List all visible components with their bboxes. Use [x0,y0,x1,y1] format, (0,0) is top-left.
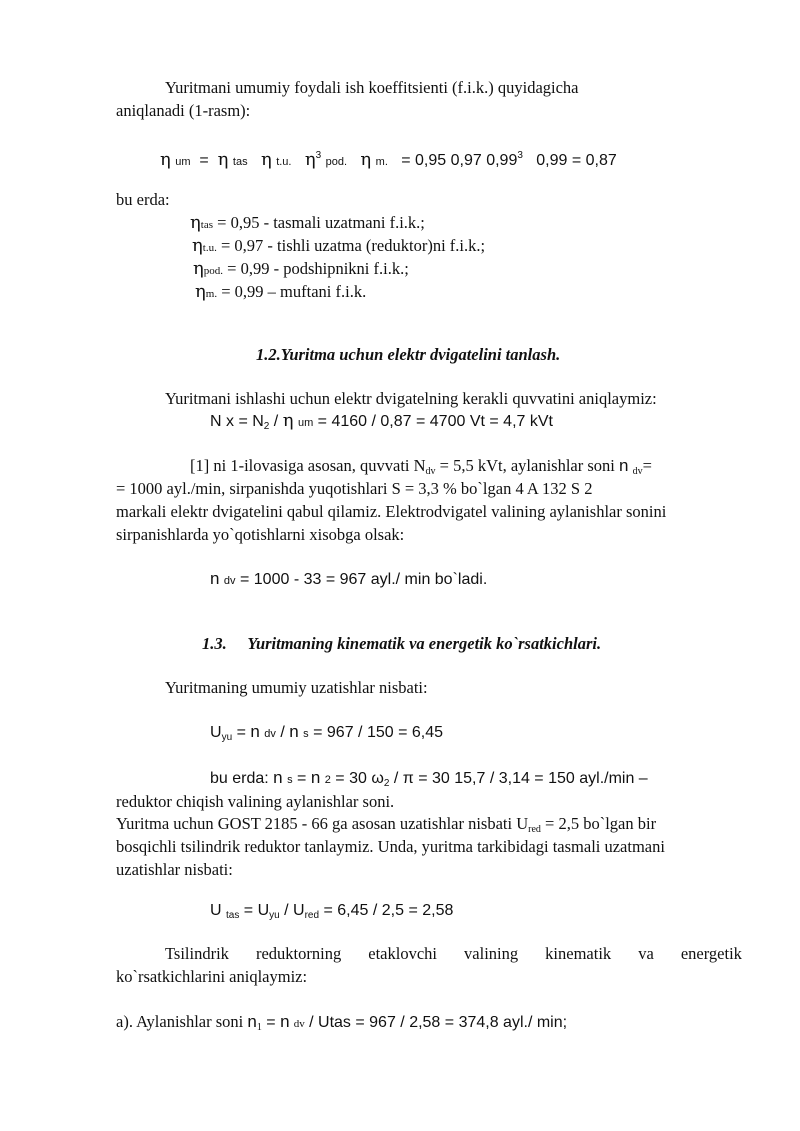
def-sub: t.u. [202,242,217,254]
subscript-dv: dv [223,575,236,587]
u-symbol: U [210,724,222,741]
eta-symbol: η [190,212,201,233]
subscript-um: um [297,417,314,429]
formula-result: = 4160 / 0,87 = 4700 Vt = 4,7 kVt [313,413,553,430]
formula-result: / Utas = 967 / 2,58 = 374,8 ayl./ min; [304,1014,568,1031]
subscript-2: 2 [324,774,331,786]
text-fragment: = [642,456,652,475]
subscript-dv: dv [293,1018,305,1030]
subscript-yu: yu [221,732,233,743]
equals-sign: = [199,152,209,169]
text-fragment: = 5,5 kVt, aylanishlar soni [435,456,619,475]
word: energetik [680,944,742,963]
formula-result: = 1000 - 33 = 967 ayl./ min bo`ladi. [235,571,488,588]
formula-result: = 967 / 150 = 6,45 [308,724,444,741]
equals-sign: = [232,724,251,741]
u-symbol: U [210,902,226,919]
word: valining [464,944,519,963]
para5-line2: reduktor chiqish valining aylanishlar soni. [116,792,395,811]
def-text: = 0,99 - podshipnikni f.i.k.; [223,259,409,278]
eta-symbol: η [260,149,272,170]
text-fragment: / π = 30 15,7 / 3,14 = 150 ayl./min – [389,770,648,787]
efficiency-formula [160,146,617,172]
para5-line1 [210,768,648,794]
def-sub: tas [200,219,214,231]
eta-symbol: η [193,258,204,279]
def-pod [193,259,409,281]
para1-line1: Yuritmani umumiy foydali ish koeffitsienti (f.i.k.) quyidagicha [165,78,579,97]
item-label: a). Aylanishlar soni [116,1012,248,1031]
belt-ratio-formula [210,901,453,926]
section-heading-1-3 [202,634,601,654]
subscript-red: red [304,910,320,921]
def-sub: pod. [203,265,224,277]
def-sub: m. [205,288,218,300]
para3-line2: = 1000 ayl./min, sirpanishda yuqotishlari S = 3,3 % bo`lgan 4 A 132 S 2 [116,479,593,498]
superscript-3: 3 [517,150,523,161]
subscript-2: 2 [263,421,270,432]
text-fragment: / U [279,902,305,919]
subscript-um: um [175,156,191,168]
subscript-tas: tas [232,156,248,168]
subscript-yu: yu [269,910,280,921]
formula-lhs: N x = N [210,413,264,430]
def-tu [192,236,485,258]
superscript-3: 3 [315,150,322,161]
equals-sign: = [261,1014,281,1031]
ratio-formula [210,722,443,748]
def-text: = 0,99 – muftani f.i.k. [217,282,367,301]
formula-result: 0,99 = 0,87 [536,152,617,169]
text-fragment: bu erda: [210,770,274,787]
eta-symbol: η [195,281,206,302]
word: va [638,944,654,963]
para6-line3: uzatishlar nisbati: [116,860,233,879]
n-symbol: n [250,722,260,741]
item-a [116,1012,567,1038]
subscript-s: s [303,728,309,740]
word: Tsilindrik [165,944,229,963]
equals-sign: = [292,770,311,787]
para3-line3: markali elektr dvigatelini qabul qilamiz. Elektrodvigatel valining aylanishlar sonini [116,502,667,521]
n-symbol: n [210,569,220,588]
formula-result: = 6,45 / 2,5 = 2,58 [319,902,454,919]
word: reduktorning [255,944,342,963]
formula-slash: / [269,413,283,430]
power-formula [210,411,553,437]
def-m [195,282,366,304]
eta-symbol: η [192,235,203,256]
para7-line2: ko`rsatkichlarini aniqlaymiz: [116,967,308,986]
para3-line4: sirpanishlarda yo`qotishlarni xisobga olsak: [116,525,405,544]
subscript-2: 2 [383,778,390,789]
text-fragment: = 2,5 bo`lgan bir [540,814,657,833]
para4: Yuritmaning umumiy uzatishlar nisbati: [165,678,428,697]
speed-formula [210,569,487,591]
section-heading-1-2: 1.2.Yuritma uchun elektr dvigatelini tanlash. [256,345,561,364]
formula-values: = 0,95 0,97 0,99 [401,152,518,169]
subscript-s: s [287,774,293,786]
text-fragment: = U [239,902,270,919]
para1-line2: aniqlanadi (1-rasm): [116,101,251,120]
para2: Yuritmani ishlashi uchun elektr dvigatelning kerakli quvvatini aniqlaymiz: [165,389,657,408]
subscript-tu: t.u. [276,156,292,168]
eta-symbol: η [282,410,294,431]
subscript-red: red [528,824,541,835]
def-text: = 0,95 - tasmali uzatmani f.i.k.; [213,213,425,232]
eta-symbol: η [160,149,171,170]
subscript-dv: dv [425,466,436,477]
section-number: 1.3. [202,634,227,653]
where-label: bu erda: [116,190,170,209]
eta-symbol: η [217,149,229,170]
text-fragment: Yuritma uchun GOST 2185 - 66 ga asosan uzatishlar nisbati U [116,814,529,833]
def-tas [190,213,425,235]
n-symbol: n [280,1012,290,1031]
subscript-dv: dv [264,728,276,740]
word: etaklovchi [368,944,437,963]
n-symbol: n [273,768,283,787]
slash: / [275,724,290,741]
para7-line1 [165,944,742,964]
eta-symbol: η [304,149,316,170]
n-symbol: n [247,1012,257,1031]
subscript-1: 1 [256,1022,262,1033]
def-text: = 0,97 - tishli uzatma (reduktor)ni f.i.k.; [216,236,486,255]
subscript-pod: pod. [325,156,348,168]
section-title: Yuritmaning kinematik va energetik ko`rsatkichlari. [247,634,602,653]
n-symbol: n [289,722,299,741]
text-fragment: = 30 ω [330,770,384,787]
para6-line2: bosqichli tsilindrik reduktor tanlaymiz. Unda, yuritma tarkibidagi tasmali uzatmani [116,837,665,856]
subscript-tas: tas [226,910,240,921]
subscript-dv: dv [632,466,643,477]
text-fragment: [1] ni 1-ilovasiga asosan, quvvati N [190,456,426,475]
n-symbol: n [619,456,629,475]
eta-symbol: η [360,149,372,170]
subscript-m: m. [375,156,388,168]
word: kinematik [545,944,612,963]
n-symbol: n [310,768,321,787]
